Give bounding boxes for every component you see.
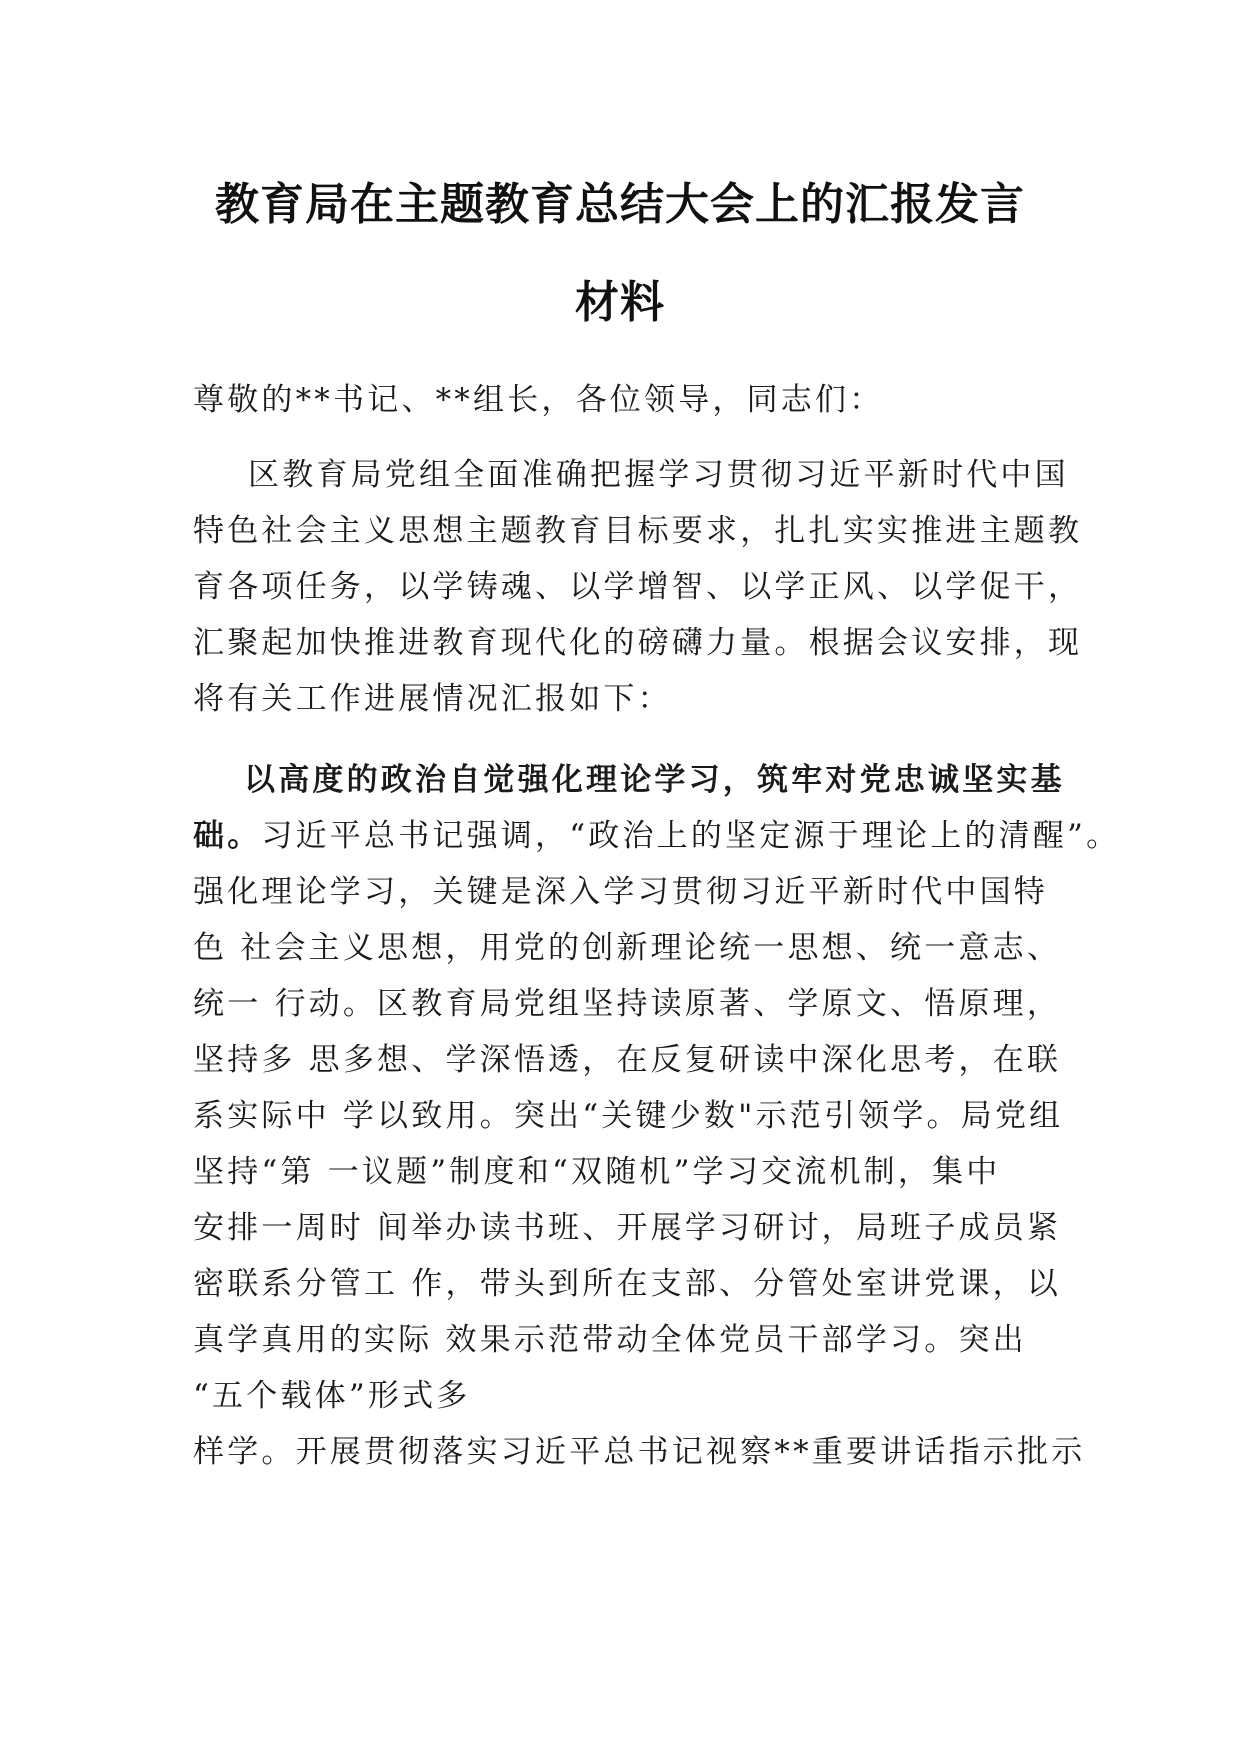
body-line: 坚持多 思多想、学深悟透，在反复研读中深化思考，在联 [193, 1042, 1062, 1078]
body-line: 系实际中 学以致用。突出“关键少数"示范引领学。局党组 [193, 1098, 1064, 1134]
body-line: 强化理论学习，关键是深入学习贯彻习近平新时代中国特 [193, 874, 1048, 910]
section-heading-end: 础。 [193, 818, 262, 854]
section-line [193, 816, 1120, 856]
body-line: “五个载体”形式多 [193, 1378, 471, 1414]
body-line: 样学。开展贯彻落实习近平总书记视察**重要讲话指示批示 [193, 1434, 1086, 1470]
section-line-text: 习近平总书记强调，“政治上的坚定源于理论上的清醒”。 [261, 818, 1121, 854]
body-line: 安排一周时 间举办读书班、开展学习研讨，局班子成员紧 [193, 1210, 1062, 1246]
body-line: 统一 行动。区教育局党组坚持读原著、学原文、悟原理， [193, 986, 1062, 1022]
document-title-line-2: 材料 [575, 277, 665, 328]
body-line: 密联系分管工 作，带头到所在支部、分管处室讲党课，以 [193, 1266, 1062, 1302]
intro-line: 特色社会主义思想主题教育目标要求，扎扎实实推进主题教 [193, 513, 1083, 549]
intro-line: 育各项任务，以学铸魂、以学增智、以学正风、以学促干， [193, 569, 1083, 605]
body-line: 色 社会主义思想，用党的创新理论统一思想、统一意志、 [193, 930, 1062, 966]
intro-line: 将有关工作进展情况汇报如下： [193, 681, 672, 717]
salutation: 尊敬的**书记、**组长，各位领导，同志们： [193, 382, 884, 418]
section-heading: 以高度的政治自觉强化理论学习，筑牢对党忠诚坚实基 [244, 762, 1065, 798]
intro-line: 区教育局党组全面准确把握学习贯彻习近平新时代中国 [248, 457, 1069, 493]
body-line: 真学真用的实际 效果示范带动全体党员干部学习。突出 [193, 1322, 1027, 1358]
body-line: 坚持“第 一议题”制度和“双随机”学习交流机制，集中 [193, 1154, 1001, 1190]
intro-line: 汇聚起加快推进教育现代化的磅礴力量。根据会议安排，现 [193, 625, 1083, 661]
document-title-line-1: 教育局在主题教育总结大会上的汇报发言 [215, 179, 1025, 230]
